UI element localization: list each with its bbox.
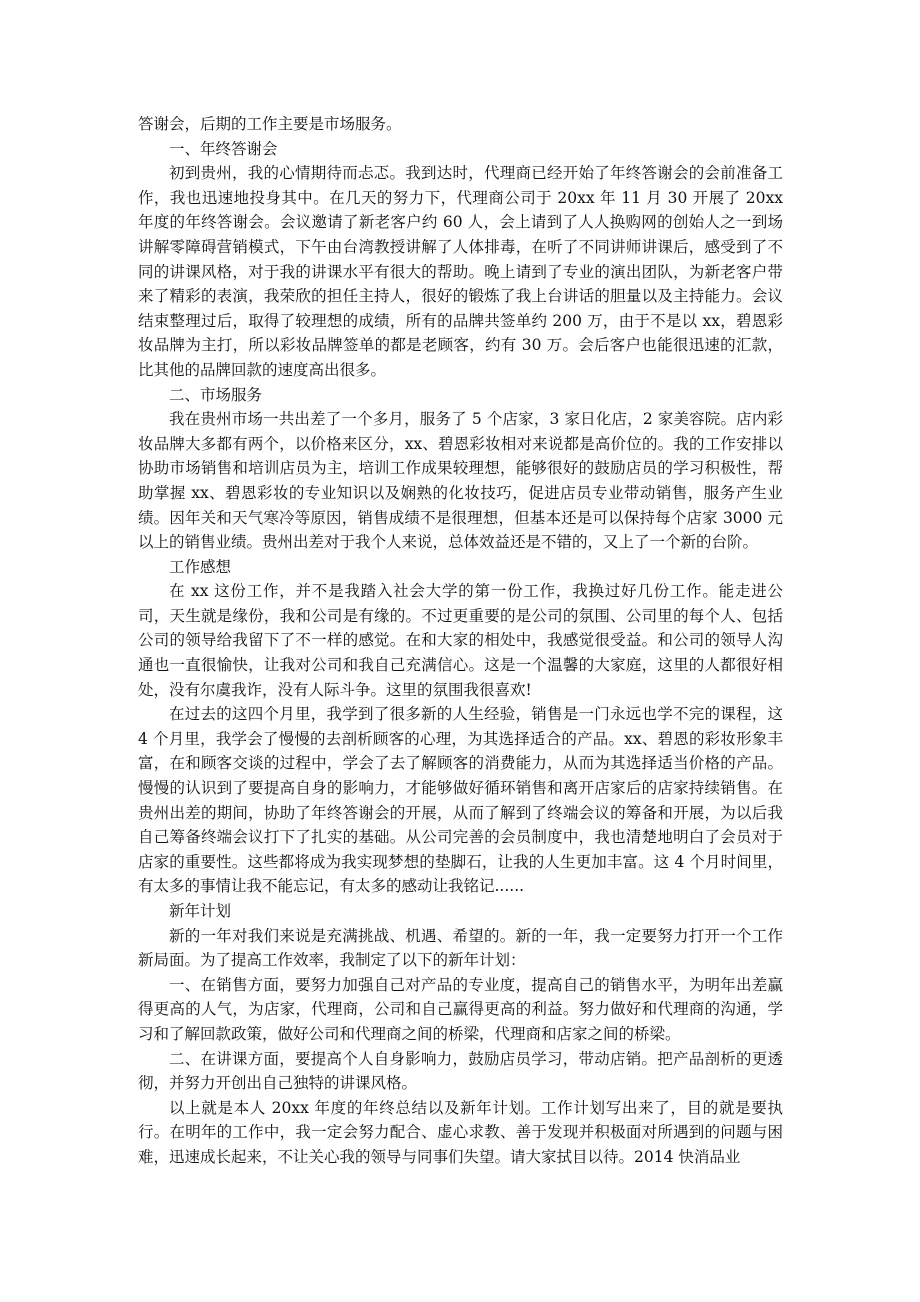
document-body — [138, 112, 783, 1170]
paragraph-continuation: 答谢会，后期的工作主要是市场服务。 — [138, 115, 402, 133]
section-heading-work-reflection: 工作感想 — [169, 557, 232, 576]
section-heading-market-service: 二、市场服务 — [169, 385, 263, 404]
paragraph-conclusion: 以上就是本人 20xx 年度的年终总结以及新年计划。工作计划写出来了，目的就是要执行。在明年的工作中，我一定会努力配合、虚心求教、善于发现并积极面对所遇到的问题与困难，迅速成长起来，不让关心我的领导与同事们失望。请大家拭目以待。2014 快消品业 — [138, 1098, 783, 1166]
paragraph-work-reflection-2: 在过去的这四个月里，我学到了很多新的人生经验，销售是一门永远也学不完的课程，这 4 个月里，我学会了慢慢的去剖析顾客的心理，为其选择适合的产品。xx、碧恩的彩妆形象丰富，在和顾客交谈的过程中，学会了去了解顾客的消费能力，从而为其选择适当价格的产品。慢慢的认识到了要提高自身的影响力，才能够做好循环销售和离开店家后的店家持续销售。在贵州出差的期间，协助了年终答谢会的开展，从而了解到了终端会议的筹备和开展，为以后我自己筹备终端会议打下了扎实的基础。从公司完善的会员制度中，我也清楚地明白了会员对于店家的重要性。这些都将成为我实现梦想的垫脚石，让我的人生更加丰富。这 4 个月时间里，有太多的事情让我不能忘记，有太多的感动让我铭记...... — [138, 705, 783, 896]
section-heading-new-year-plan: 新年计划 — [169, 902, 232, 920]
section-heading-year-end-event: 一、年终答谢会 — [169, 139, 278, 158]
paragraph-market-service: 我在贵州市场一共出差了一个多月，服务了 5 个店家，3 家日化店，2 家美容院。店内彩妆品牌大多都有两个，以价格来区分，xx、碧恩彩妆相对来说都是高价位的。我的工作安排以协助市场销售和培训店员为主，培训工作成果较理想，能够很好的鼓励店员的学习积极性，帮助掌握 xx、碧恩彩妆的专业知识以及娴熟的化妆技巧，促进店员专业带动销售，服务产生业绩。因年关和天气寒冷等原因，销售成绩不是很理想，但基本还是可以保持每个店家 3000 元以上的销售业绩。贵州出差对于我个人来说，总体效益还是不错的，又上了一个新的台阶。 — [138, 410, 783, 552]
paragraph-new-year-plan-intro: 新的一年对我们来说是充满挑战、机遇、希望的。新的一年，我一定要努力打开一个工作新局面。为了提高工作效率，我制定了以下的新年计划： — [138, 926, 783, 970]
paragraph-year-end-event: 初到贵州，我的心情期待而忐忑。我到达时，代理商已经开始了年终答谢会的会前准备工作，我也迅速地投身其中。在几天的努力下，代理商公司于 20xx 年 11 月 30 开展了 20xx 年度的年终答谢会。会议邀请了新老客户约 60 人，会上请到了人人换购网的创始人之一到场讲解零障碍营销模式，下午由台湾教授讲解了人体排毒，在听了不同讲师讲课后，感受到了不同的讲课风格，对于我的讲课水平有很大的帮助。晚上请到了专业的演出团队，为新老客户带来了精彩的表演，我荣欣的担任主持人，很好的锻炼了我上台讲话的胆量以及主持能力。会议结束整理过后，取得了较理想的成绩，所有的品牌共签单约 200 万，由于不是以 xx，碧恩彩妆品牌为主打，所以彩妆品牌签单的都是老顾客，约有 30 万。会后客户也能很迅速的汇款，比其他的品牌回款的速度高出很多。 — [138, 164, 783, 379]
paragraph-work-reflection-1: 在 xx 这份工作，并不是我踏入社会大学的第一份工作，我换过好几份工作。能走进公司，天生就是缘份，我和公司是有缘的。不过更重要的是公司的氛围、公司里的每个人、包括公司的领导给我留下了不一样的感觉。在和大家的相处中，我感觉很受益。和公司的领导人沟通也一直很愉快，让我对公司和我自己充满信心。这是一个温馨的大家庭，这里的人都很好相处，没有尔虞我诈，没有人际斗争。这里的氛围我很喜欢! — [138, 582, 783, 699]
paragraph-plan-sales: 一、在销售方面，要努力加强自己对产品的专业度，提高自己的销售水平，为明年出差赢得更高的人气，为店家，代理商，公司和自己赢得更高的利益。努力做好和代理商的沟通，学习和了解回款政策，做好公司和代理商之间的桥梁，代理商和店家之间的桥梁。 — [138, 975, 783, 1043]
paragraph-plan-training: 二、在讲课方面，要提高个人自身影响力，鼓励店员学习，带动店销。把产品剖析的更透彻，并努力开创出自己独特的讲课风格。 — [138, 1049, 783, 1093]
